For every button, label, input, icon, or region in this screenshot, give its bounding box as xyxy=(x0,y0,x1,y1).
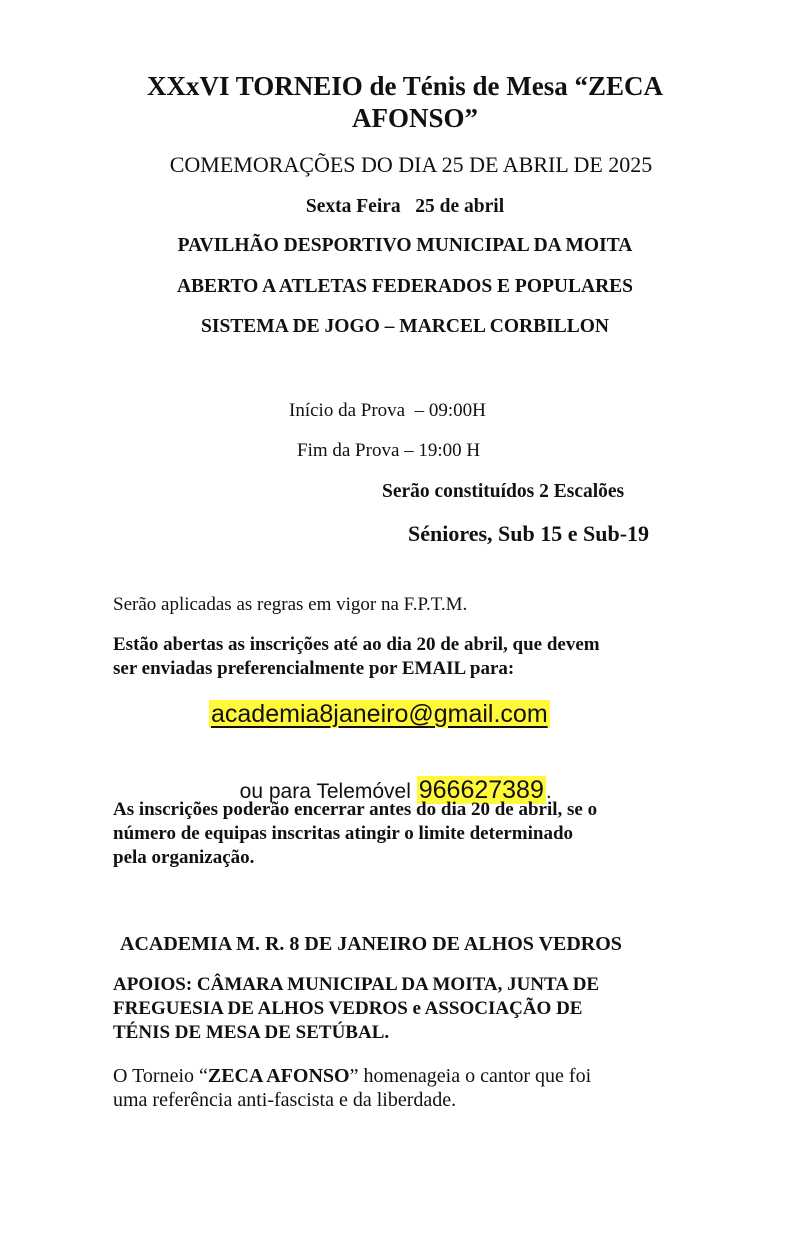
email-address[interactable] xyxy=(209,700,550,729)
divisions: Séniores, Sub 15 e Sub-19 xyxy=(408,521,650,546)
open-to: ABERTO A ATLETAS FEDERADOS E POPULARES xyxy=(176,276,634,297)
phone-prefix: ou para Telemóvel xyxy=(239,780,417,803)
regulation-note: Serão aplicadas as regras em vigor na F.P.T.M. xyxy=(113,594,468,615)
tournament-title-line1: XXxVI TORNEIO de Ténis de Mesa “ZECA xyxy=(146,71,664,101)
tribute-line1 xyxy=(113,1064,713,1088)
supporters xyxy=(113,973,713,1045)
phone-suffix: . xyxy=(545,780,552,803)
email-highlight[interactable]: academia8janeiro@gmail.com xyxy=(211,700,548,728)
tribute-line2: uma referência anti-fascista e da liberdade. xyxy=(113,1089,457,1111)
support-line1: APOIOS: CÂMARA MUNICIPAL DA MOITA, JUNTA DE xyxy=(113,974,600,995)
end-time: Fim da Prova – 19:00 H xyxy=(297,440,481,461)
tribute-name: ZECA AFONSO xyxy=(207,1065,350,1087)
tribute-prefix: O Torneio “ xyxy=(113,1065,208,1087)
venue: PAVILHÃO DESPORTIVO MUNICIPAL DA MOITA xyxy=(177,235,633,256)
registration-info xyxy=(113,633,713,681)
closing-line1: As inscrições poderão encerrar antes do dia 20 de abril, se o xyxy=(113,799,598,820)
closing-notice xyxy=(113,798,713,870)
tournament-title xyxy=(0,70,810,134)
commemoration-heading: COMEMORAÇÕES DO DIA 25 DE ABRIL DE 2025 xyxy=(169,152,653,177)
phone-number[interactable]: 966627389 xyxy=(418,776,544,804)
closing-line2: número de equipas inscritas atingir o limite determinado xyxy=(113,823,574,844)
divisions-intro: Serão constituídos 2 Escalões xyxy=(382,481,625,502)
tribute-text xyxy=(113,1064,713,1112)
support-line3: TÉNIS DE MESA DE SETÚBAL. xyxy=(113,1022,390,1043)
support-line2: FREGUESIA DE ALHOS VEDROS e ASSOCIAÇÃO DE xyxy=(113,998,583,1019)
organizer-name: ACADEMIA M. R. 8 DE JANEIRO DE ALHOS VEDROS xyxy=(120,933,622,955)
start-time: Início da Prova – 09:00H xyxy=(289,400,486,421)
registration-line1: Estão abertas as inscrições até ao dia 20 de abril, que devem xyxy=(113,634,600,655)
registration-line2: ser enviadas preferencialmente por EMAIL para: xyxy=(113,658,515,679)
game-system: SISTEMA DE JOGO – MARCEL CORBILLON xyxy=(201,316,609,337)
event-date: Sexta Feira 25 de abril xyxy=(305,196,505,217)
closing-line3: pela organização. xyxy=(113,847,255,868)
tribute-suffix: ” homenageia o cantor que foi xyxy=(349,1065,592,1087)
tournament-title-line2: AFONSO” xyxy=(351,103,478,133)
